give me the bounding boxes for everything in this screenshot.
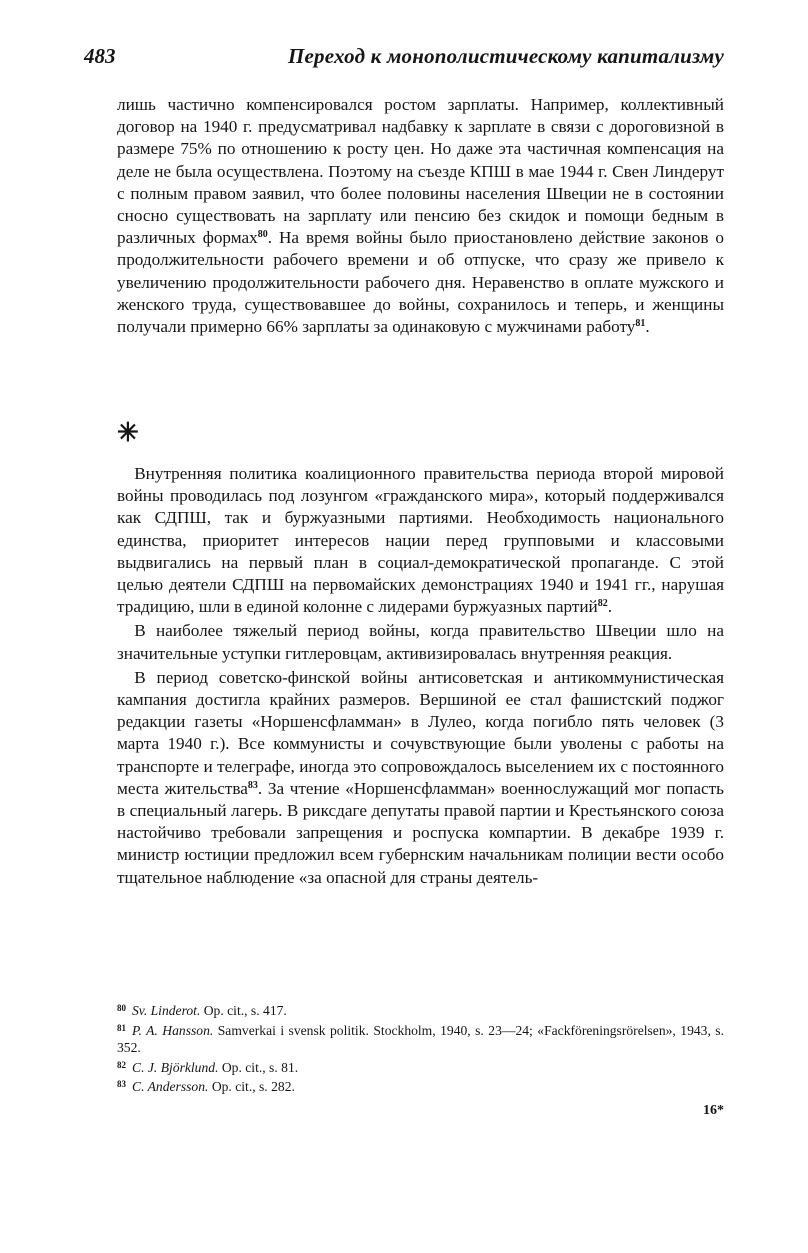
printer-signature-mark: 16* <box>703 1103 724 1118</box>
footnote-ref: 82 <box>597 598 608 610</box>
footnote-author: C. Andersson. <box>132 1079 209 1094</box>
footnote-number: 81 <box>117 1022 126 1033</box>
page-number: 483 <box>84 44 116 68</box>
paragraph-text: . <box>607 597 613 617</box>
paragraph-text: В период советско-финской войны антисоветская и антикоммунистическая кампания достигла крайних размеров. Вершиной ее стал фашистский поджог редакции газеты «Норшенсфламман» в Лулео, когда погибло пять человек (3 марта 1940 г.). Все коммунисты и сочувствующие были уволены с работы на транспорте и телеграфе, иногда это сопровождалось выселением их с постоянного места жительства <box>117 667 724 798</box>
footnote-text: Op. cit., s. 282. <box>208 1079 295 1094</box>
footnote-number: 80 <box>117 1003 126 1013</box>
paragraph <box>117 463 724 618</box>
page-header <box>84 44 724 78</box>
footnote-text: Samverkai i svensk politik. Stockholm, 1940, s. 23—24; «Fackföreningsrörelsen», 1943, s. 352. <box>117 1022 724 1055</box>
paragraph <box>117 94 724 338</box>
footnote-number: 82 <box>117 1059 126 1070</box>
footnote-text: Op. cit., s. 81. <box>218 1059 299 1075</box>
footnote <box>117 1057 724 1077</box>
footnote <box>117 1020 724 1057</box>
paragraph <box>117 620 724 664</box>
footnote <box>117 1000 724 1020</box>
footnote-ref: 83 <box>247 779 258 791</box>
footnote-number: 83 <box>117 1079 126 1089</box>
paragraph <box>117 667 724 889</box>
paragraph-text: В наиболее тяжелый период войны, когда правительство Швеции шло на значительные уступки гитлеровцам, активизировалась внутренняя реакция. <box>117 621 724 663</box>
footnote-ref: 81 <box>635 318 646 330</box>
paragraph-text: . <box>645 317 650 337</box>
footnote-author: C. J. Björklund. <box>132 1059 219 1075</box>
section-separator-asterisk: ✳ <box>117 418 139 447</box>
footnotes <box>117 1000 724 1096</box>
footnote-ref: 80 <box>257 229 268 241</box>
text-block-top <box>117 94 724 338</box>
paragraph-text: Внутренняя политика коалиционного правительства периода второй мировой войны проводилась под лозунгом «гражданского мира», который поддерживался как СДПШ, так и буржуазными партиями. Необходимость национального единства, приоритет интересов нации перед групповыми и классовыми выдвигались на первый план в социал-демократической пропаганде. С этой целью деятели СДПШ на первомайских демонстрациях 1940 и 1941 гг., нарушая традицию, шли в единой колонне с лидерами буржуазных партий <box>117 464 724 617</box>
paragraph-text: . На время войны было приостановлено действие законов о продолжительности рабочего времени и об отпуске, что сразу же привело к увеличению продолжительности рабочего дня. Неравенство в оплате мужского и женского труда, существовавшее до войны, сохранилось и теперь, и женщины получали примерно 66% зарплаты за одинаковую с мужчинами работу <box>117 228 724 337</box>
running-title: Переход к монополистическому капитализму <box>288 44 724 68</box>
footnote-author: Sv. Linderot. <box>132 1003 201 1018</box>
text-block-bottom <box>117 463 724 890</box>
paragraph-text: лишь частично компенсировался ростом зарплаты. Например, коллективный договор на 1940 г. предусматривал надбавку к зарплате в связи с дороговизной в размере 75% по отношению к росту цен. Но даже эта частичная компенсация на деле не была осуществлена. Поэтому на съезде КПШ в мае 1944 г. Свен Линдерут с полным правом заявил, что более половины населения Швеции не в состоянии сносно существовать на зарплату или пенсию без скидок и помощи бедным в различных формах <box>117 95 724 248</box>
paragraph-text: . За чтение «Норшенсфламман» военнослужащий мог попасть в специальный лагерь. В риксдаге депутаты правой партии и Крестьянского союза настойчиво требовали запрещения и роспуска компартии. В декабре 1939 г. министр юстиции предложил всем губернским начальникам полиции вести особо тщательное наблюдение «за опасной для страны деятель- <box>117 778 724 887</box>
footnote <box>117 1076 724 1096</box>
footnote-author: P. A. Hansson. <box>132 1022 214 1038</box>
footnote-text: Op. cit., s. 417. <box>200 1003 287 1018</box>
